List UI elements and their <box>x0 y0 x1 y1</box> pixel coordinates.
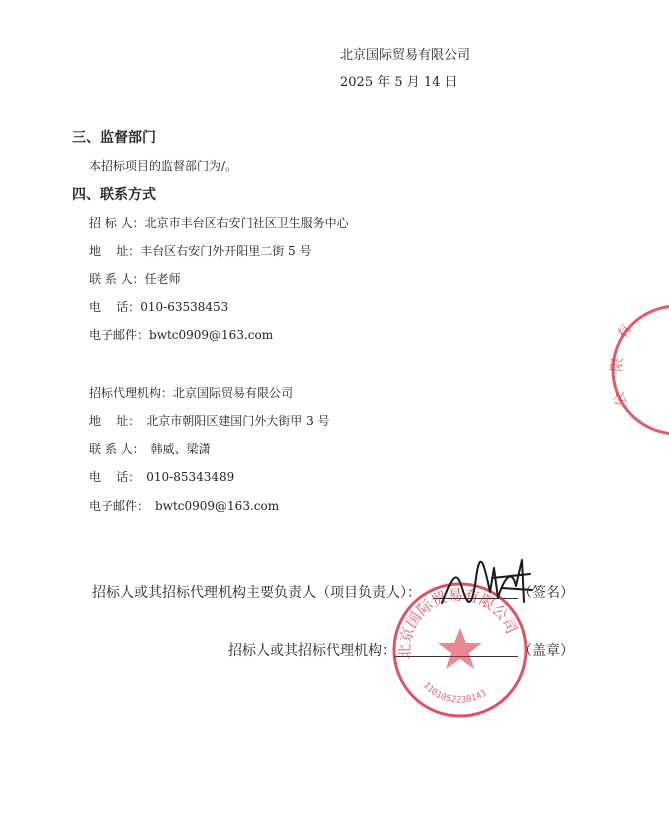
row-value: 丰台区右安门外开阳里二街 5 号 <box>140 244 312 258</box>
row-value: 北京市朝阳区建国门外大街甲 3 号 <box>146 414 330 428</box>
row-label: 招标代理机构： <box>89 386 174 400</box>
row-value: 010-63538453 <box>140 300 229 314</box>
section4-title: 四、联系方式 <box>72 187 156 203</box>
tenderer-name-row <box>89 214 349 231</box>
tenderer-contact-row <box>89 270 181 287</box>
agency-address-row <box>89 412 330 429</box>
tenderer-phone-row <box>89 298 228 315</box>
agency-contact-row <box>89 440 211 457</box>
row-value: bwtc0909@163.com <box>155 499 280 513</box>
issue-date: 2025 年 5 月 14 日 <box>340 75 458 90</box>
seal-suffix: （盖章） <box>518 643 574 659</box>
row-value: 010-85343489 <box>146 470 235 484</box>
row-label: 招 标 人： <box>89 216 145 230</box>
row-value: 任老师 <box>144 272 181 286</box>
row-label: 电 话： <box>89 300 141 314</box>
agency-name-row <box>89 384 293 401</box>
row-label: 联 系 人： <box>89 272 145 286</box>
svg-text:限: 限 <box>609 357 627 373</box>
row-value: 北京市丰台区右安门社区卫生服务中心 <box>144 216 349 230</box>
row-label: 电子邮件： <box>89 328 150 342</box>
row-label: 电子邮件： <box>89 499 150 513</box>
section3-text: 本招标项目的监督部门为/。 <box>89 159 238 173</box>
handwritten-signature <box>432 548 542 618</box>
row-value: 北京国际贸易有限公司 <box>173 386 294 400</box>
seal-number-path: 1101052230143 <box>420 680 489 706</box>
tenderer-address-row <box>89 242 312 259</box>
row-value: 韩威、梁潇 <box>150 442 211 456</box>
agency-email-row <box>89 497 279 514</box>
signature-label: 招标人或其招标代理机构主要负责人（项目负责人）： <box>92 585 421 601</box>
row-label: 地 址： <box>89 414 141 428</box>
row-value: bwtc0909@163.com <box>149 328 274 342</box>
svg-text:1101052230143 <box>421 681 489 706</box>
signature-suffix: （签名） <box>518 585 574 601</box>
row-label: 联 系 人： <box>89 442 145 456</box>
seal-label: 招标人或其招标代理机构： <box>228 643 396 659</box>
seal-text-path: 北京国际贸易有限公司 <box>395 585 521 660</box>
agency-phone-row <box>89 468 234 485</box>
tenderer-email-row <box>89 326 273 343</box>
section3-title: 三、监督部门 <box>72 130 156 146</box>
row-label: 电 话： <box>89 470 141 484</box>
row-label: 地 址： <box>89 244 141 258</box>
svg-text:公: 公 <box>610 389 631 409</box>
partial-seal-stamp <box>609 300 669 440</box>
issuer-company: 北京国际贸易有限公司 <box>340 48 471 63</box>
svg-text:有: 有 <box>614 321 636 342</box>
